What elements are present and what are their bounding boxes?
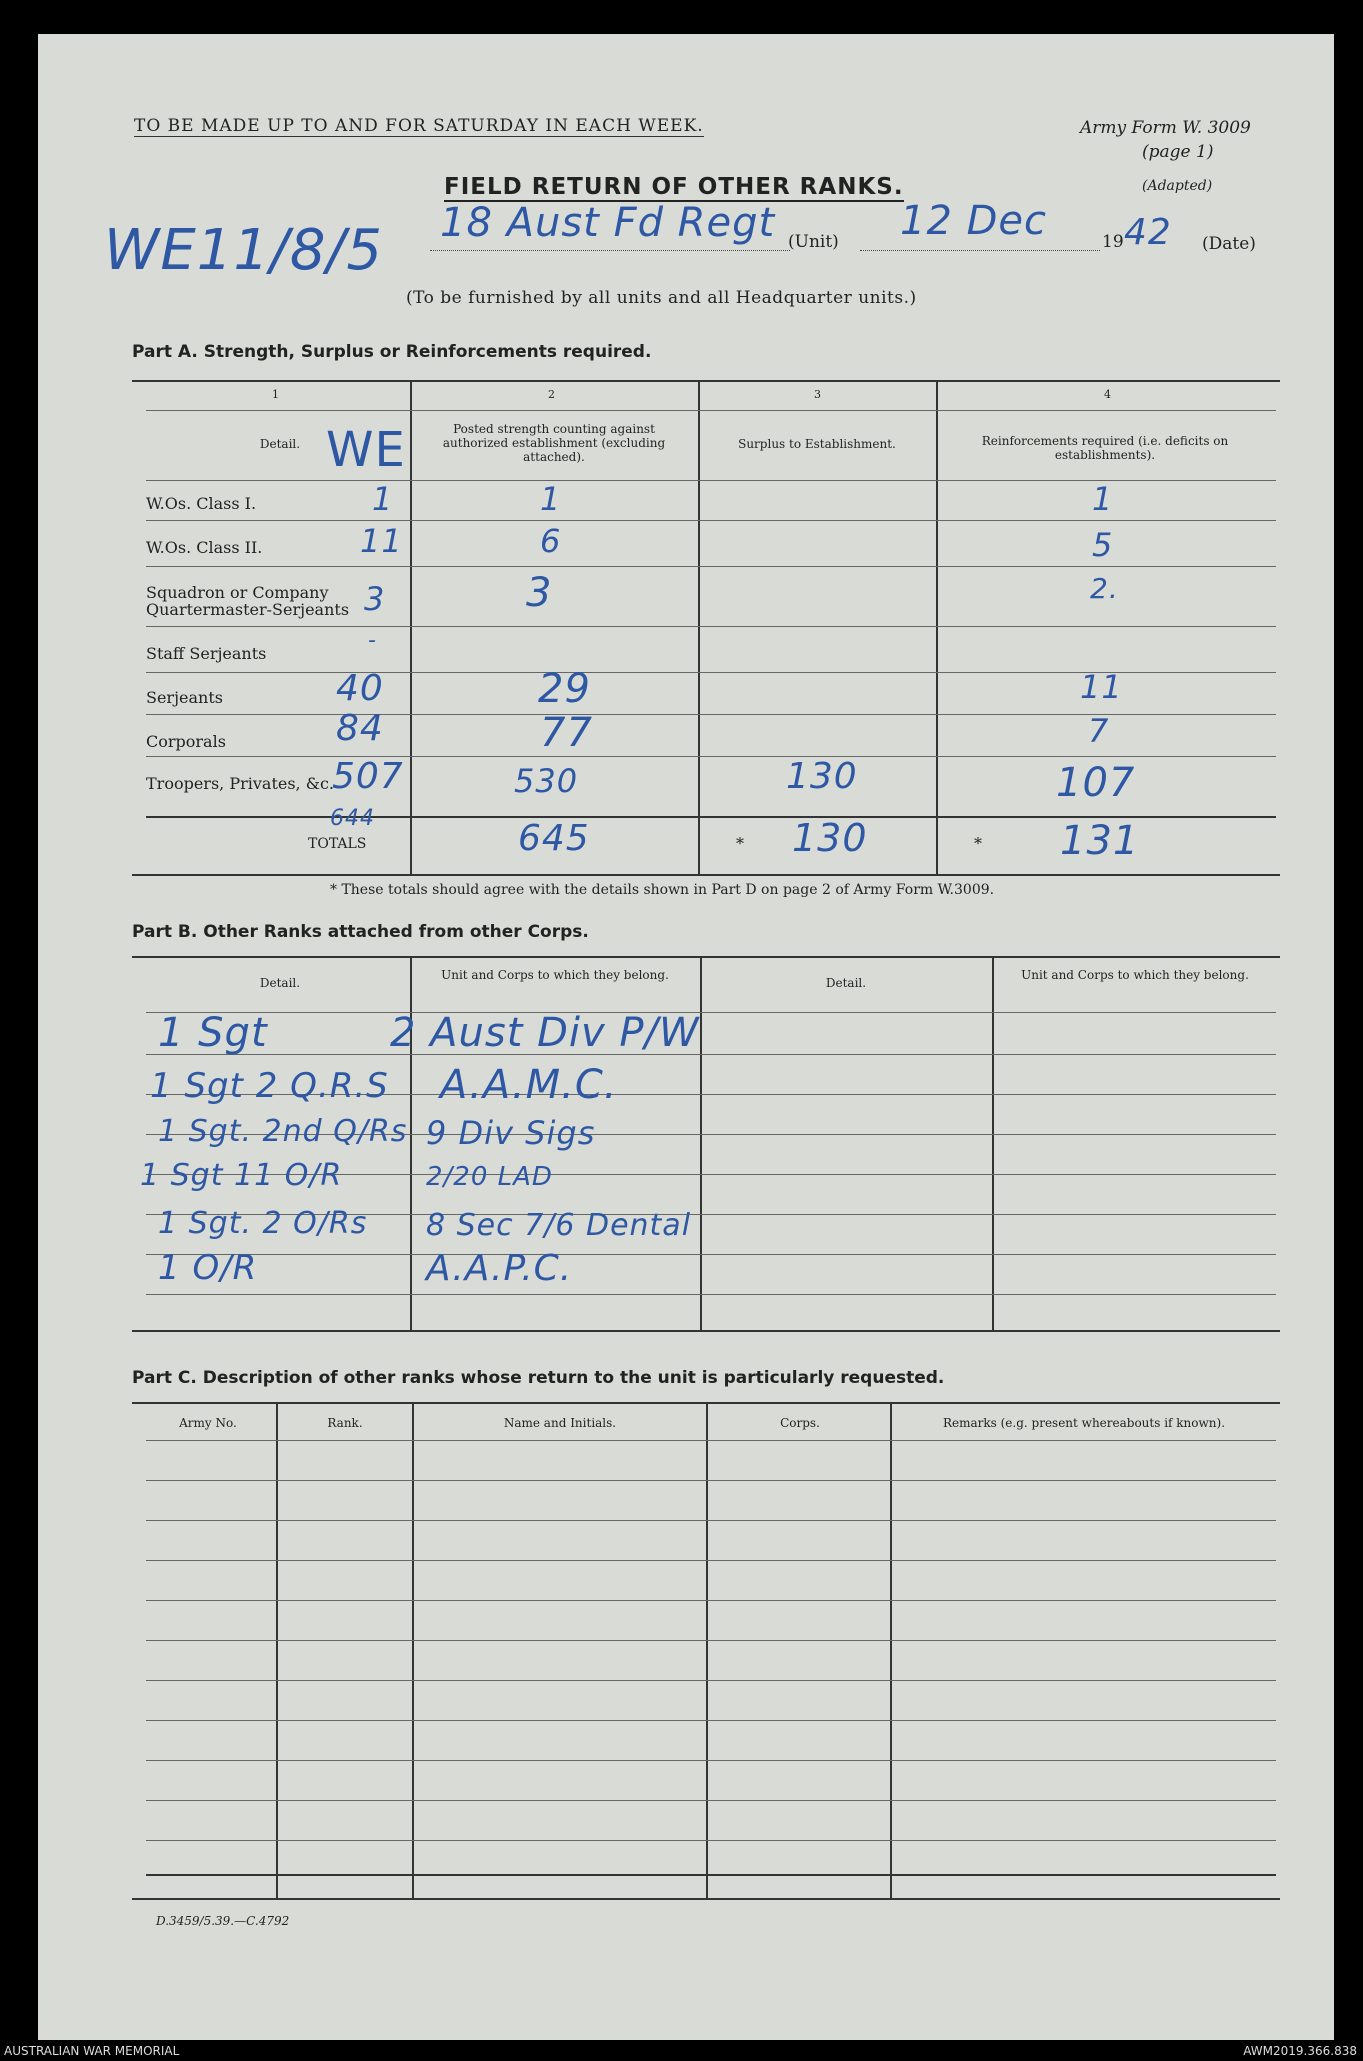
part-b-entry-detail: 1 Sgt xyxy=(158,1010,268,1056)
part-b-entry-detail: 1 Sgt. 2 O/Rs xyxy=(158,1206,368,1241)
part-b-row-rule xyxy=(146,1054,1276,1055)
part-c-row-rule xyxy=(146,1800,1276,1801)
row-reinf: 1 xyxy=(1092,480,1114,518)
row-reinf: 2. xyxy=(1090,572,1119,605)
part-a-footnote: * These totals should agree with the details shown in Part D on page 2 of Army Form W.3009. xyxy=(330,882,995,898)
col-header-reinforcements: Reinforcements required (i.e. deficits on establishments). xyxy=(981,434,1229,462)
row-posted: 29 xyxy=(538,666,591,712)
row-reinf: 7 xyxy=(1088,712,1110,750)
part-c-col-divider-3 xyxy=(706,1402,708,1898)
part-b-entry-unit: A.A.P.C. xyxy=(426,1248,573,1289)
totals-posted: 645 xyxy=(518,818,590,859)
part-a-title: Part A. Strength, Surplus or Reinforcements required. xyxy=(132,342,652,362)
part-c-title: Part C. Description of other ranks whose return to the unit is particularly requested. xyxy=(132,1368,945,1388)
totals-star: * xyxy=(736,834,744,853)
part-b-entry-detail: 1 Sgt. 2nd Q/Rs xyxy=(158,1114,408,1149)
totals-surplus: 130 xyxy=(792,816,868,860)
part-b-entry-unit: 2 Aust Div P/W xyxy=(390,1010,700,1056)
row-label: W.Os. Class II. xyxy=(146,538,263,557)
part-b-entry-detail: 1 Sgt 11 O/R xyxy=(140,1158,343,1193)
row-we: - xyxy=(368,628,377,653)
col-number-rule xyxy=(146,410,1276,411)
we-label: WE xyxy=(326,422,406,478)
page-title: FIELD RETURN OF OTHER RANKS. xyxy=(444,174,904,200)
part-b-header-detail: Detail. xyxy=(259,976,301,990)
unit-underline xyxy=(430,250,790,251)
row-posted: 1 xyxy=(540,480,562,518)
part-c-row-rule xyxy=(146,1600,1276,1601)
row-posted: 6 xyxy=(540,522,562,560)
row-label: Troopers, Privates, &c. xyxy=(146,774,335,793)
part-b-header-detail-2: Detail. xyxy=(825,976,867,990)
part-c-header-corps: Corps. xyxy=(780,1416,820,1430)
totals-label: TOTALS xyxy=(308,836,367,852)
print-code: D.3459/5.39.—C.4792 xyxy=(156,1914,290,1928)
part-c-header-name: Name and Initials. xyxy=(503,1416,617,1430)
part-c-bottom-rule xyxy=(146,1874,1276,1876)
row-we: 11 xyxy=(360,522,403,560)
row-we: 84 xyxy=(336,708,384,749)
part-b-header-unit: Unit and Corps to which they belong. xyxy=(441,968,669,982)
part-c-header-rank: Rank. xyxy=(327,1416,363,1430)
handwritten-date: 12 Dec xyxy=(900,198,1048,244)
row-posted: 3 xyxy=(526,570,553,616)
part-b-header-unit-2: Unit and Corps to which they belong. xyxy=(1021,968,1249,982)
part-b-bottom-rule xyxy=(132,1330,1280,1332)
handwritten-year: 42 xyxy=(1124,212,1172,253)
col-number-1: 1 xyxy=(272,388,279,401)
row-rule xyxy=(146,756,1276,757)
form-number: Army Form W. 3009 xyxy=(1080,118,1251,138)
part-b-entry-detail: 1 O/R xyxy=(158,1248,258,1288)
part-c-header-remarks: Remarks (e.g. present whereabouts if known). xyxy=(942,1416,1226,1430)
part-a-col-divider-1 xyxy=(410,380,412,874)
row-rule xyxy=(146,626,1276,627)
row-reinf: 107 xyxy=(1056,760,1136,806)
row-we: 3 xyxy=(364,580,386,618)
handwritten-unit: 18 Aust Fd Regt xyxy=(440,200,776,246)
part-c-col-divider-4 xyxy=(890,1402,892,1898)
part-b-row-rule xyxy=(146,1254,1276,1255)
part-b-header-rule xyxy=(146,1012,1276,1013)
part-b-entry-unit: 2/20 LAD xyxy=(426,1162,553,1192)
row-reinf: 11 xyxy=(1080,668,1123,706)
row-label: W.Os. Class I. xyxy=(146,494,257,513)
row-label: Squadron or Company Quartermaster-Serjeants xyxy=(146,583,350,619)
subtitle: (To be furnished by all units and all Headquarter units.) xyxy=(406,288,917,308)
totals-star: * xyxy=(974,834,982,853)
row-label: Corporals xyxy=(146,732,226,751)
totals-we: 644 xyxy=(330,806,375,831)
year-prefix: 19 xyxy=(1102,232,1124,252)
row-rule xyxy=(146,520,1276,521)
part-a-top-rule xyxy=(132,380,1280,382)
row-posted: 530 xyxy=(514,762,579,800)
part-b-top-rule xyxy=(132,956,1280,958)
col-number-3: 3 xyxy=(814,388,821,401)
part-c-row-rule xyxy=(146,1760,1276,1761)
col-number-4: 4 xyxy=(1104,388,1111,401)
part-b-title: Part B. Other Ranks attached from other Corps. xyxy=(132,922,589,942)
part-a-bottom-rule xyxy=(132,874,1280,876)
part-c-col-divider-1 xyxy=(276,1402,278,1898)
date-underline xyxy=(860,250,1100,251)
row-we: 40 xyxy=(336,668,384,709)
part-c-row-rule xyxy=(146,1560,1276,1561)
unit-label: (Unit) xyxy=(788,232,839,252)
row-surplus: 130 xyxy=(786,756,858,797)
part-c-header-rule xyxy=(146,1440,1276,1441)
part-b-entry-unit: 8 Sec 7/6 Dental xyxy=(426,1208,692,1243)
instruction-line: TO BE MADE UP TO AND FOR SATURDAY IN EACH WEEK. xyxy=(134,116,704,136)
row-posted: 77 xyxy=(540,710,593,756)
row-we: 507 xyxy=(332,756,404,797)
footer-archive-name: AUSTRALIAN WAR MEMORIAL xyxy=(4,2044,180,2058)
part-c-row-rule xyxy=(146,1720,1276,1721)
row-label: Serjeants xyxy=(146,688,223,707)
footer-archive-id: AWM2019.366.838 xyxy=(1243,2044,1357,2058)
row-rule xyxy=(146,566,1276,567)
form-page: (page 1) xyxy=(1142,142,1214,162)
handwritten-reference: WE11/8/5 xyxy=(104,218,384,283)
part-c-col-divider-2 xyxy=(412,1402,414,1898)
col-header-surplus: Surplus to Establishment. xyxy=(738,437,896,451)
col-number-2: 2 xyxy=(548,388,555,401)
row-label: Staff Serjeants xyxy=(146,644,267,663)
page-bottom-rule xyxy=(132,1898,1280,1900)
col-header-posted: Posted strength counting against authorized establishment (excluding attached). xyxy=(442,422,666,464)
part-c-row-rule xyxy=(146,1480,1276,1481)
part-b-entry-detail: 1 Sgt 2 Q.R.S xyxy=(150,1066,389,1106)
part-c-row-rule xyxy=(146,1640,1276,1641)
form-adapted: (Adapted) xyxy=(1142,178,1213,194)
part-c-row-rule xyxy=(146,1680,1276,1681)
part-c-row-rule xyxy=(146,1840,1276,1841)
row-we: 1 xyxy=(372,480,394,518)
part-b-entry-unit: 9 Div Sigs xyxy=(426,1114,596,1152)
totals-reinf: 131 xyxy=(1060,818,1140,864)
row-reinf: 5 xyxy=(1092,526,1114,564)
part-a-col-divider-2 xyxy=(698,380,700,874)
col-header-detail: Detail. xyxy=(259,437,301,451)
part-c-row-rule xyxy=(146,1520,1276,1521)
part-c-header-army-no: Army No. xyxy=(179,1416,237,1430)
part-b-entry-unit: A.A.M.C. xyxy=(440,1062,618,1108)
date-label: (Date) xyxy=(1202,234,1256,254)
part-b-row-rule xyxy=(146,1294,1276,1295)
part-a-col-divider-3 xyxy=(936,380,938,874)
